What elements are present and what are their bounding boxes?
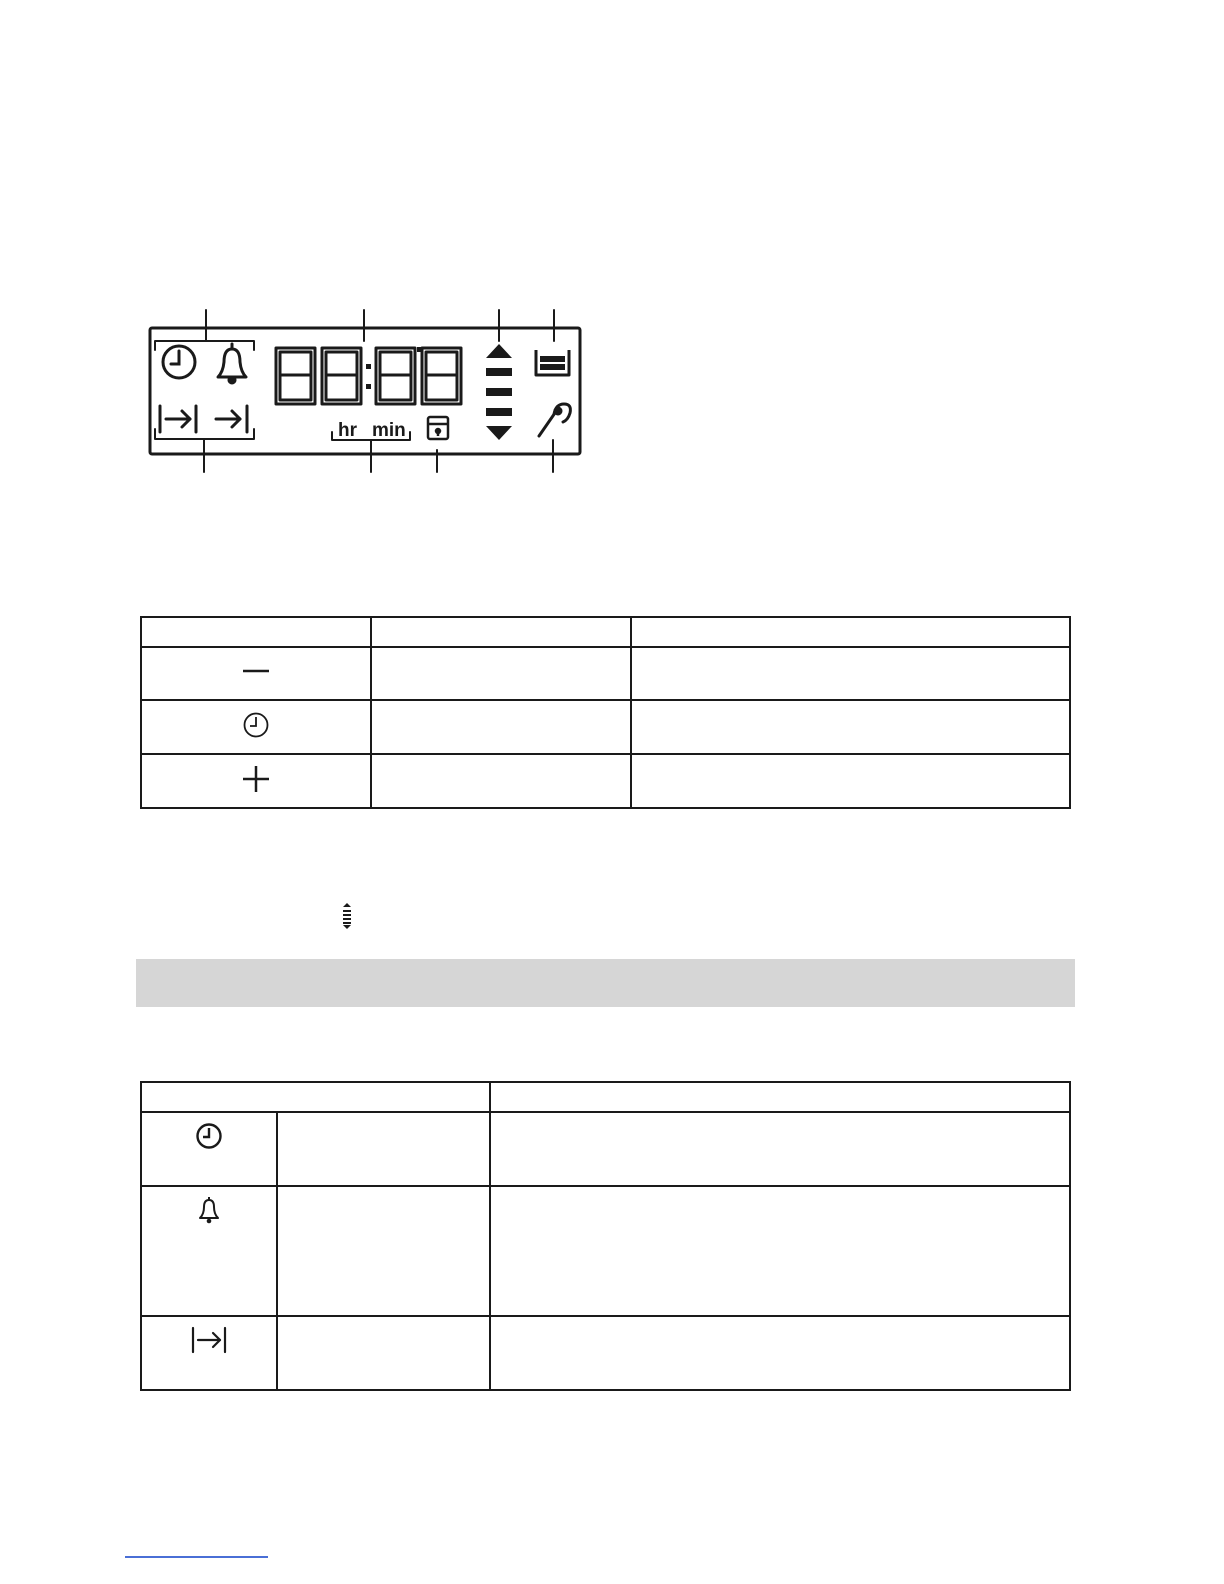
function-cell	[277, 1186, 490, 1316]
heat-level-bars	[486, 368, 512, 416]
clock-icon	[163, 346, 195, 378]
duration-icon	[160, 406, 196, 432]
icon-cell	[141, 754, 371, 808]
table-row	[141, 754, 1070, 808]
description-cell	[631, 647, 1070, 700]
description-cell	[631, 754, 1070, 808]
header-cell	[141, 617, 371, 647]
description-cell	[490, 1186, 1070, 1316]
function-cell	[277, 1112, 490, 1186]
plus-icon	[241, 764, 271, 794]
clock-functions-table	[140, 1081, 1071, 1391]
header-cell	[141, 1082, 490, 1112]
table-row	[141, 647, 1070, 700]
child-lock-icon	[428, 417, 448, 439]
heat-down-arrow-icon	[486, 426, 512, 440]
minus-icon	[241, 661, 271, 681]
unit-minutes: min	[372, 420, 406, 441]
header-cell	[631, 617, 1070, 647]
function-cell	[371, 700, 631, 754]
oven-display-diagram	[140, 300, 590, 475]
table-row	[141, 700, 1070, 754]
function-cell	[371, 647, 631, 700]
table-row	[141, 1316, 1070, 1390]
heat-up-arrow-icon	[486, 344, 512, 358]
section-heading-band	[136, 959, 1075, 1007]
table-row	[141, 1112, 1070, 1186]
description-cell	[631, 700, 1070, 754]
header-cell	[371, 617, 631, 647]
fast-heat-up-icon	[536, 350, 569, 375]
clock-icon	[194, 1121, 224, 1151]
icon-cell	[141, 1316, 277, 1390]
table-header-row	[141, 1082, 1070, 1112]
core-temperature-sensor-icon	[539, 404, 570, 436]
bell-icon	[218, 344, 246, 383]
icon-cell	[141, 1186, 277, 1316]
footer-link[interactable]	[125, 1556, 268, 1558]
header-cell	[490, 1082, 1070, 1112]
unit-hours: hr	[338, 420, 357, 441]
heat-indicator-icon	[340, 902, 354, 930]
display-frame	[150, 328, 580, 454]
table-row	[141, 1186, 1070, 1316]
buttons-table	[140, 616, 1071, 809]
icon-cell	[141, 647, 371, 700]
bell-icon	[194, 1195, 224, 1227]
table-header-row	[141, 617, 1070, 647]
function-cell	[371, 754, 631, 808]
duration-icon	[189, 1325, 229, 1355]
function-cell	[277, 1316, 490, 1390]
time-digits	[276, 348, 461, 404]
description-cell	[490, 1112, 1070, 1186]
end-time-icon	[216, 406, 247, 432]
icon-cell	[141, 700, 371, 754]
icon-cell	[141, 1112, 277, 1186]
clock-icon	[241, 710, 271, 740]
description-cell	[490, 1316, 1070, 1390]
